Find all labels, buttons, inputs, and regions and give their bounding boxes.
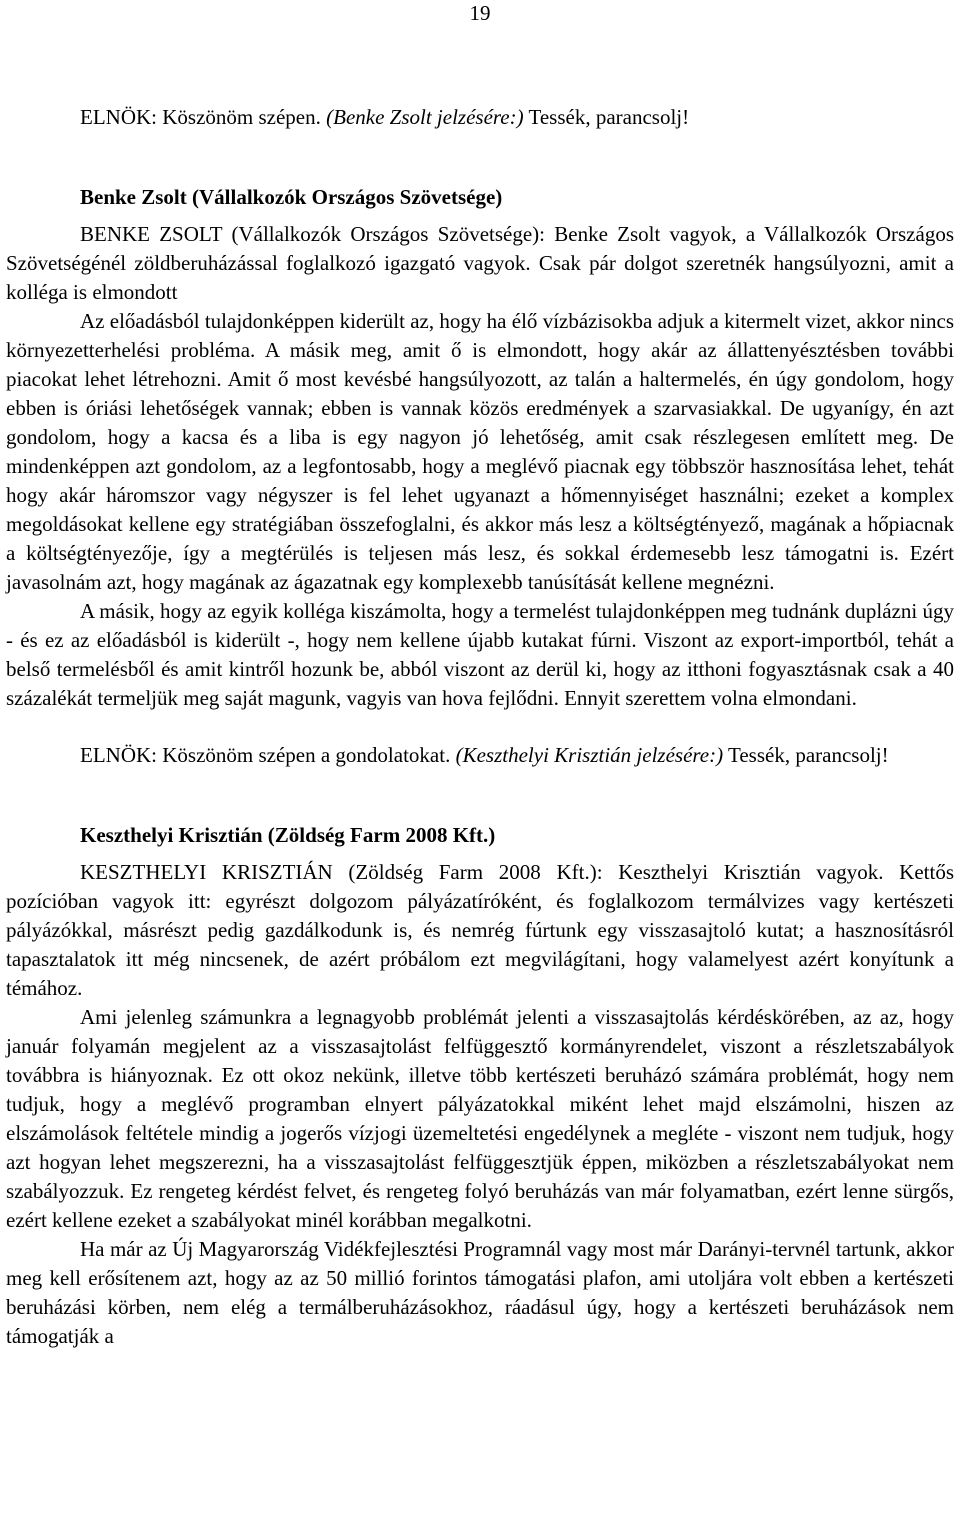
chair-remark-1 xyxy=(6,103,954,132)
page-number: 19 xyxy=(469,1,491,25)
stage-direction: (Benke Zsolt jelzésére:) xyxy=(326,105,524,129)
stage-direction: (Keszthelyi Krisztián jelzésére:) xyxy=(455,743,724,767)
speaker-text: ELNÖK: Köszönöm szépen a gondolatokat. xyxy=(80,743,456,767)
speaker-text: ELNÖK: Köszönöm szépen. xyxy=(80,105,327,129)
document-body xyxy=(6,0,954,1351)
speaker-heading-keszthelyi: Keszthelyi Krisztián (Zöldség Farm 2008 Kft.) xyxy=(80,823,496,847)
remark-rest: Tessék, parancsolj! xyxy=(723,743,889,767)
paragraph-benke-3: A másik, hogy az egyik kolléga kiszámolta, hogy a termelést tulajdonképpen meg tudnánk duplázni úgy - és ez az előadásból is kiderült -, hogy nem kellene újabb kutakat fúrni. Viszont az export-importból, tehát a belső termelésből és amit kintről hozunk be, abból viszont az derül ki, hogy az itthoni fogyasztásnak csak a 40 százalékát termeljük meg saját magunk, vagyis van hova fejlődni. Ennyit szerettem volna elmondani. xyxy=(6,599,954,710)
paragraph-keszthelyi-2: Ami jelenleg számunkra a legnagyobb problémát jelenti a visszasajtolás kérdéskörében, az az, hogy január folyamán megjelent az a visszasajtolást felfüggesztő kormányrendelet, viszont a részletszabályok továbbra is hiányoznak. Ez ott okoz nekünk, illetve több kertészeti beruházó számára problémát, hogy nem tudjuk, hogy a meglévő programban elnyert pályázatokkal miként lehet majd elszámolni, hiszen az elszámolások feltétele mindig a jogerős vízjogi üzemeltetési engedélynek a megléte - viszont nem tudjuk, hogy azt hogyan lehet megszerezni, ha a visszasajtolást felfüggesztjük éppen, miközben a részletszabályokat nem szabályozzuk. Ez rengeteg kérdést felvet, és rengeteg folyó beruházás van már folyamatban, ezért lenne sürgős, ezért kellene ezeket a szabályokat minél korábban megalkotni. xyxy=(6,1005,954,1232)
paragraph-keszthelyi-3: Ha már az Új Magyarország Vidékfejlesztési Programnál vagy most már Darányi-tervnél tartunk, akkor meg kell erősítenem azt, hogy az az 50 millió forintos támogatási plafon, ami utoljára volt ebben a kertészeti beruházási körben, nem elég a termálberuházásokhoz, ráadásul úgy, hogy a kertészeti beruházások nem támogatják a xyxy=(6,1237,954,1348)
paragraph-benke-2: Az előadásból tulajdonképpen kiderült az, hogy ha élő vízbázisokba adjuk a kitermelt vizet, akkor nincs környezetterhelési probléma. A másik meg, amit ő is elmondott, hogy akár az állattenyésztésben további piacokat lehet létrehozni. Amit ő most kevésbé hangsúlyozott, az talán a haltermelés, én úgy gondolom, hogy ebben is óriási lehetőségek vannak; ebben is vannak közös eredmények a szarvasiakkal. De ugyanígy, én azt gondolom, hogy a kacsa és a liba is egy nagyon jó lehetőség, amit csak részlegesen említett meg. De mindenképpen azt gondolom, az a legfontosabb, hogy a meglévő piacnak egy többször hasznosítása lehet, tehát hogy akár háromszor vagy négyszer is fel lehet ugyanazt a hőmennyiséget használni; ezeket a komplex megoldásokat kellene egy stratégiában összefoglalni, és akkor más lesz a költségtényező, magának a hőpiacnak a költségtényezője, így a megtérülés is teljesen más lesz, és sokkal érdemesebb lesz támogatni is. Ezért javasolnám azt, hogy magának az ágazatnak egy komplexebb tanúsítását kellene megnézni. xyxy=(6,309,954,594)
remark-rest: Tessék, parancsolj! xyxy=(523,105,690,129)
speaker-heading-benke: Benke Zsolt (Vállalkozók Országos Szövetsége) xyxy=(80,185,503,209)
paragraph-benke-intro: BENKE ZSOLT (Vállalkozók Országos Szövetsége): Benke Zsolt vagyok, a Vállalkozók Országos Szövetségénél zöldberuházással foglalkozó igazgató vagyok. Csak pár dolgot szeretnék hangsúlyozni, amit a kolléga is elmondott xyxy=(6,222,954,304)
chair-remark-2 xyxy=(6,741,954,770)
paragraph-keszthelyi-intro: KESZTHELYI KRISZTIÁN (Zöldség Farm 2008 Kft.): Keszthelyi Krisztián vagyok. Kettős pozícióban vagyok itt: egyrészt dolgozom pályázatíróként, és foglalkozom termálvizes vagy kertészeti pályázókkal, másrészt pedig gazdálkodunk is, és nemrég fúrtunk egy visszasajtoló kutat; a hasznosításról tapasztalatok itt még nincsenek, de azért próbálom ezt megvilágítani, hogy valamelyest azért konyítunk a témához. xyxy=(6,860,954,1000)
